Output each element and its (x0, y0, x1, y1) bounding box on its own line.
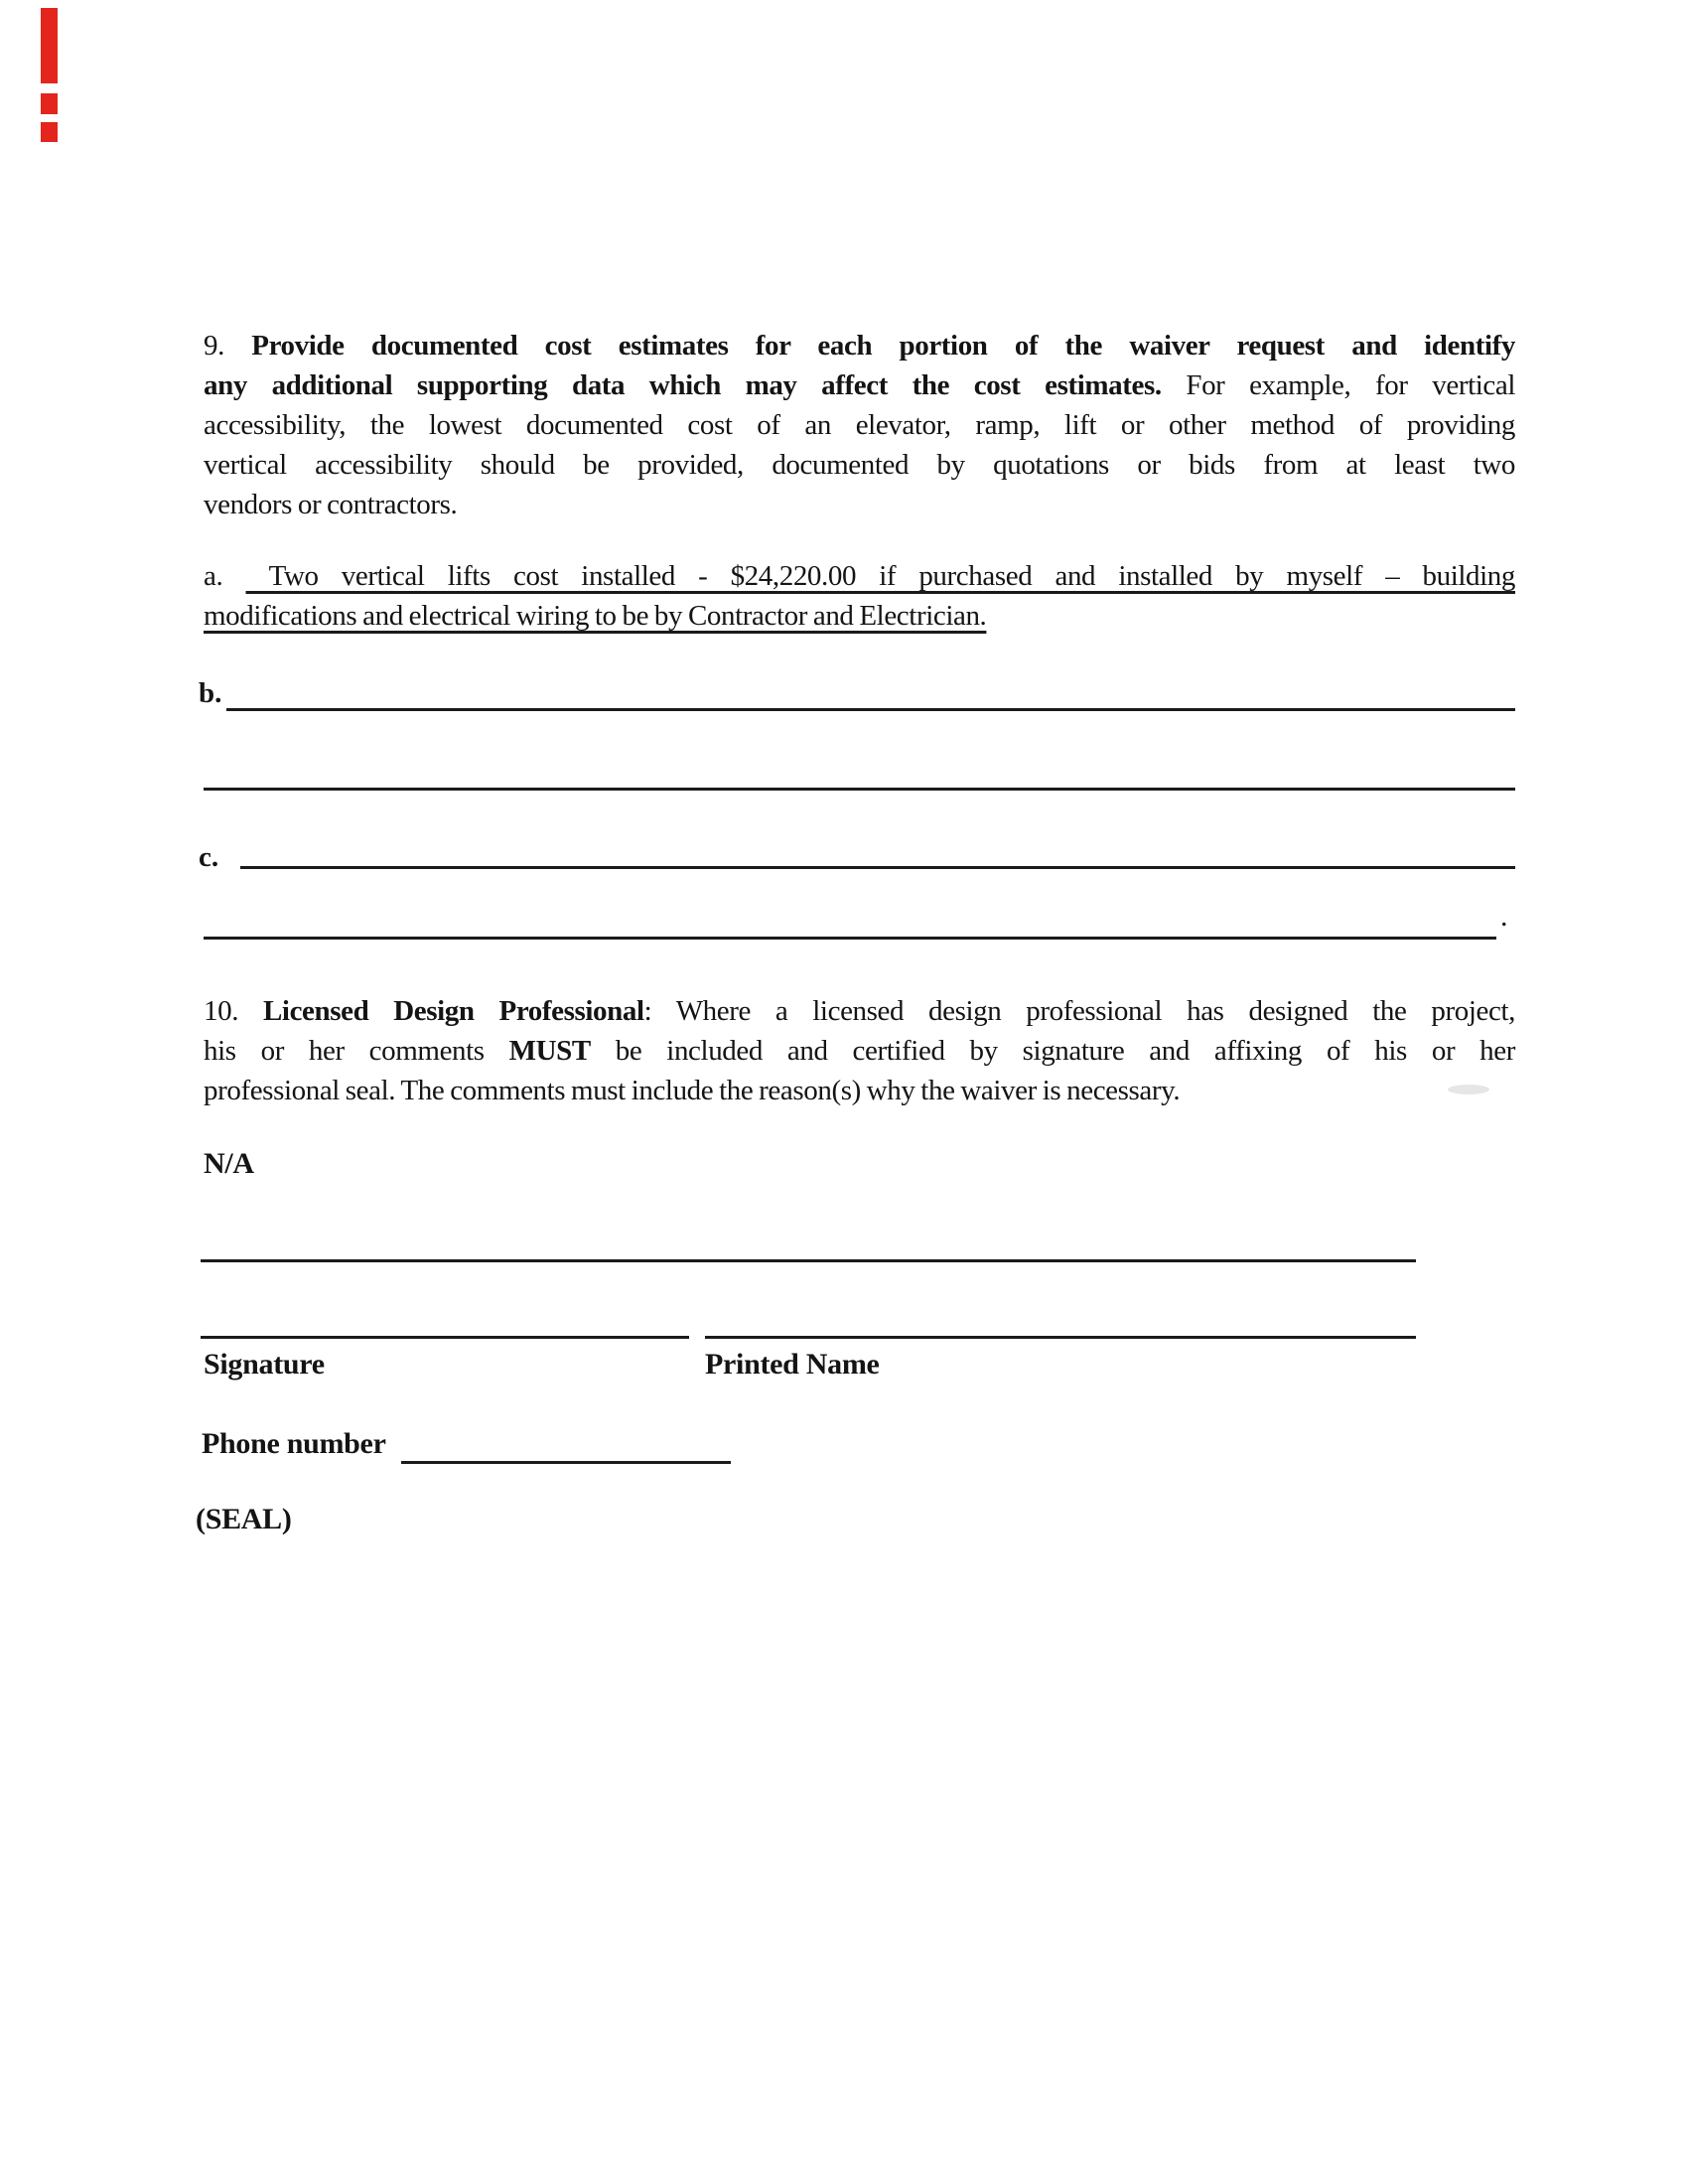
section-10-paragraph (204, 991, 1515, 1110)
section-9-paragraph (204, 326, 1515, 524)
comments-blank-line (201, 1259, 1416, 1262)
red-scan-artifact-segment (41, 93, 58, 114)
printed-text-line: vertical accessibility should be provided, documented by quotations or bids from at least two (204, 449, 1515, 481)
phone-number-line (401, 1461, 731, 1464)
printed-text-line: accessibility, the lowest documented cost of an elevator, ramp, lift or other method of providing (204, 409, 1515, 441)
signature-line (201, 1336, 689, 1339)
printed-text-line: a. Two vertical lifts cost installed - $24,220.00 if purchased and installed by myself – building (204, 560, 1515, 592)
printed-name-label: Printed Name (705, 1348, 880, 1381)
phone-number-label: Phone number (202, 1427, 386, 1460)
printed-text-line: professional seal. The comments must include the reason(s) why the waiver is necessary. (204, 1075, 1181, 1106)
na-answer: N/A (204, 1147, 254, 1180)
signature-label: Signature (204, 1348, 325, 1381)
printed-text-line: 9. Provide documented cost estimates for each portion of the waiver request and identify (204, 330, 1515, 362)
red-scan-artifact (41, 0, 58, 149)
answer-c-blank-line-1 (240, 866, 1515, 869)
red-scan-artifact-segment (41, 8, 58, 83)
printed-text-line: vendors or contractors. (204, 489, 458, 520)
answer-b-blank-line-2 (204, 788, 1515, 791)
printed-text-line: his or her comments MUST be included and certified by signature and affixing of his or her (204, 1035, 1515, 1067)
trailing-period: . (1500, 900, 1508, 933)
answer-c-label: c. (199, 841, 219, 873)
answer-b-blank-line-1 (226, 708, 1515, 711)
scan-smudge (1448, 1085, 1489, 1094)
printed-text-line: any additional supporting data which may affect the cost estimates. For example, for vertical (204, 369, 1516, 401)
seal-label: (SEAL) (196, 1503, 292, 1535)
answer-b-label: b. (199, 677, 222, 709)
printed-text-line: modifications and electrical wiring to be by Contractor and Electrician. (204, 600, 987, 632)
printed-name-line (705, 1336, 1416, 1339)
red-scan-artifact-segment (41, 122, 58, 142)
answer-a-text (204, 556, 1515, 636)
printed-text-line: 10. Licensed Design Professional: Where a licensed design professional has designed the project, (204, 995, 1515, 1027)
answer-c-blank-line-2 (204, 937, 1496, 940)
